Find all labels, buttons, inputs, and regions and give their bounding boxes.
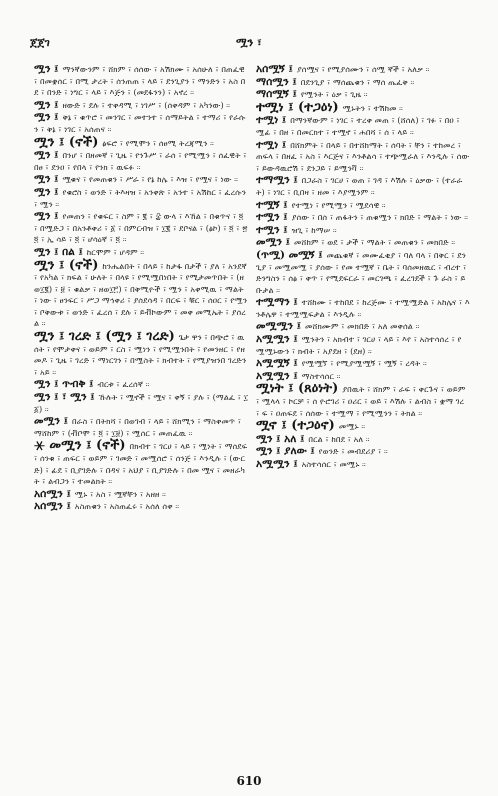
dictionary-entry — [34, 489, 248, 501]
entry-definition: ዘውድ ፣ ደሉ ፣ ተቀዳሚ ፣ ነገሥ ፣ (ሰቀዳም ፣ አካንው) ። — [62, 99, 231, 110]
dictionary-entry — [256, 383, 470, 419]
entry-headword: ሟን ፤ — [34, 185, 59, 198]
entry-headword: ሟን ፤ አለ ፤ — [256, 432, 305, 445]
page-header — [30, 36, 470, 50]
entry-definition: መሟኑ ። — [338, 421, 366, 432]
dictionary-entry — [256, 77, 470, 89]
entry-headword: አሰሟን ፤ — [34, 487, 71, 500]
entry-definition: ከርሞም ፣ ሆዳም ። — [86, 246, 145, 257]
entry-definition: አስጠቁን ፣ አስጠፈሩ ፣ አሰለ ሰቀ ። — [74, 501, 180, 512]
dictionary-entry — [256, 237, 470, 249]
entry-headword: ሟን ፤ (ኖች) — [34, 257, 99, 273]
entry-headword: ሟን ፤ — [34, 210, 59, 223]
entry-definition: ብርቱ ፣ ፈረሰኛ ። — [97, 379, 150, 390]
entry-headword: ተሟነ ፤ — [256, 138, 287, 151]
entry-headword: ሟን ፤ ያለው ፤ — [256, 445, 315, 458]
dictionary-entry — [256, 420, 470, 433]
entry-definition: ሟቁና ፣ የመጠቁን ፣ ሥራ ፣ የኔ ከሌ ፣ እዝ ፣ የሟና ፣ ነው ። — [62, 174, 239, 185]
dictionary-entry — [256, 297, 470, 320]
entry-definition: በራስ ፣ በትክሻ ፣ በወገብ ፣ ላይ ፣ ሸክሚን ፣ ማስቀመጥ ፣ ማሸከም ፣ (ቭቦሞ ፣ ፬ ፣ ፲፱) ፣ ሟሰር ፣ መጠፈዉ ። — [34, 416, 242, 438]
entry-definition: ሟንትን ፣ አክብተ ፣ ገርሀ ፣ ላይ ፣ እየ ፣ አስተሳሰረ ፣ የሟሟኑውን ፣ ክብት ፣ አያደዘ ፣ (ደዘ) ። — [256, 334, 462, 356]
page-number: 610 — [236, 774, 262, 788]
dictionary-entry — [256, 115, 470, 138]
entry-definition: የተሟነ ፣ የሚሟን ፣ ሟደሳዊ ። — [291, 199, 386, 210]
entry-definition: ጌታ ዋን ፣ በጭሮ ፣ ዉሰት ፣ የሞታቀና ፣ ወይም ፣ ርስ ፣ ሟነን ፣ የሚሟንበት ፣ የመንዘር ፣ የዘመዶ ፣ ጊዜ ፣ ገረድ ፣ ማነርገን ፣ በሟስት ፣ ክብተት ፣ የሚያዝንበ ገረድን ፣ አይ ። — [34, 332, 247, 377]
entry-definition: በንሆ ፣ በዘመኛ ፣ ጊዜ ፣ የንጉሥ ፣ ራሰ ፣ የሚሟን ፣ ሰፈዊት ፣ በፀ ፣ ደንዐ ፣ የበላ ፣ የንክ ፣ ዉፍፉ ። — [34, 150, 247, 172]
entry-headword: ⚹ መሟን ፤ (ኖች) — [34, 438, 126, 454]
entry-definition: ማስተሳሰር ። — [301, 370, 341, 381]
left-column — [34, 64, 248, 764]
dictionary-entry — [256, 358, 470, 370]
dictionary-entry — [256, 225, 470, 237]
entry-definition: መሸክሙም ፣ መክበድ ፣ አለ መቀሰል ። — [304, 321, 420, 332]
entry-headword: ተሟነ ፤ (ተጋዕነ) — [256, 99, 339, 115]
entry-headword: ተሟን ፤ — [256, 223, 288, 236]
entry-headword: አሟሟን ፤ — [256, 333, 298, 346]
entry-definition: የወንድ ፣ መብደሪያ ፣ ። — [318, 446, 388, 457]
dictionary-entry — [34, 187, 248, 210]
entry-headword: ሟን ፤ — [34, 111, 59, 124]
dictionary-entry — [256, 250, 470, 296]
entry-headword: አሰሟን ፤ — [34, 500, 71, 513]
entry-definition: በደንጊያ ፣ ማሰጨቁን ፣ ማሰ ጤፈቅ ። — [300, 76, 415, 87]
entry-headword: ሟን ፤ — [34, 98, 59, 111]
dictionary-entry — [34, 392, 248, 415]
dictionary-entry — [256, 321, 470, 333]
entry-headword: መሟሟን ፤ — [256, 320, 301, 333]
entry-headword: አሟሟን ፤ — [256, 458, 298, 470]
dictionary-entry — [256, 334, 470, 357]
entry-definition: የሟሟኘ ፣ የሚያሟሟኝ ፣ ሟኝ ፣ ረዳት ። — [301, 358, 427, 369]
entry-definition: ሟኑ ፣ አስ ፣ ሟኛቸን ፣ አዘዘ ። — [74, 488, 166, 499]
entry-headword: ተሟኝ ፤ — [256, 198, 288, 211]
dictionary-entry — [34, 501, 248, 513]
entry-headword: (ጥሟ) መሟኝ ፤ — [256, 248, 323, 261]
entry-headword: ሟኖ ፤ (ተጋዕኖ) — [256, 418, 335, 434]
dictionary-entry — [256, 64, 470, 76]
entry-headword: ተሟን ፤ — [256, 211, 288, 224]
dictionary-entry — [34, 379, 248, 391]
entry-definition: የቁሮስ ፣ ወንድ ፣ ትእዛዝ ፣ አንቀጽ ፣ አንተ ፣ አሽከር ፣ ፈረሱን ፣ ሟን ። — [34, 186, 247, 209]
entry-definition: በጋራስ ፣ ገርሀ ፣ ወጠ ፣ ገዳ ፣ እሽሉ ፣ ዕቃው ፣ (ተራራት) ፣ ነገር ፣ ቢበዛ ፣ ዘመ ፣ እያሟንም ። — [256, 175, 463, 197]
dictionary-entry — [256, 140, 470, 175]
dictionary-entry — [256, 200, 470, 212]
dictionary-entry — [34, 257, 248, 331]
entry-headword: ሟነት ፤ (ጸዕነት) — [256, 381, 339, 397]
entry-definition: በርል ፣ ከበደ ፣ አለ ። — [308, 433, 370, 444]
entry-definition: የመጠን ፣ የቁፍር ፣ ስም ፣ ፪ ፣ ፰ ውላ ፣ እኸል ፣ በቁጥና ፣ ፬ ፣ በሟድጋ ፣ በአንቶቀሪ ፣ ፩ ፣ በምርብዝ ፣ ፲፪ ፣ ደቦናል ፣ (ፅኮ) ፣ ፬ ፣ ፳፬ ፣ ኢ ሳይ ፣ ፬ ፣ ሆሳዕኛ ፣ ፬ ። — [34, 211, 248, 245]
entry-headword: መሟን ፤ — [256, 236, 290, 249]
entry-headword: ሟን ፤ ገረድ ፤ (ሟን ፤ ገረድ) — [34, 329, 175, 345]
entry-definition: ሟኑትን ፣ ተሽከመ ። — [342, 102, 403, 113]
entry-headword: አሟሟን ፤ — [256, 369, 298, 382]
dictionary-entry — [256, 99, 470, 115]
dictionary-entry — [34, 174, 248, 186]
dictionary-entry — [34, 64, 248, 99]
dictionary-entry — [34, 331, 248, 378]
dictionary-entry — [256, 459, 470, 471]
entry-headword: ማሰሟን ፤ — [256, 75, 297, 88]
entry-headword: ተሟማን ፤ — [256, 296, 298, 309]
entry-definition: በሸክምት ፣ በላይ ፣ በተሸከማት ፣ ሰባት ፣ ቸን ፣ ተከመረ ፣ ጠፍላ ፣ በዘፈ ፣ አስ ፣ እርጅና ፣ እንቶልሳ ፣ ተጭሟራለ ፣ እንዲሉ ፣ ሰው ፣ ይውዳዉሮሽ ፣ ደንጋይ ፣ ይሟንቫ ። — [256, 139, 470, 173]
entry-headword: ተማሟን ፤ — [256, 174, 298, 187]
entry-headword: አሟሟኝ ፤ — [256, 357, 298, 370]
entry-headword: ሟን ፤ (ኖች) — [34, 134, 99, 150]
entry-headword: አሰሟኝ ፤ — [256, 64, 293, 75]
header-running-title: ሟን ፣ — [236, 36, 262, 49]
dictionary-entry — [34, 100, 248, 112]
dictionary-entry — [34, 112, 248, 135]
entry-definition: ኹሉት ፣ ሟኖች ፣ ሟና ፣ ቀኝ ፣ ያሉ ፣ (ማልፈ ፣ ፲፩) ። — [34, 392, 248, 414]
entry-definition: ከንሔልበት ፣ በላይ ፣ ከታፋ በታች ፣ ያለ ፣ አንደኛ ፣ የአካል ፣ ክፍል ፣ ሁለት ፣ በላዩ ፣ የሚሟበነበት ፣ የሚታመጥበት ፣ (ዘወ፲፪) ፣ ፱ ፣ ቁልቃ ፣ ዘወ፲፫) ፣ በቅሚዮች ፣ ሟን ፣ አቀሚዉ ፣ ማልት ፣ ነው ፣ ፀንፍር ፣ ሥጋ ማኅቀሪ ፣ ያሰደሳዳ ፣ በርፍ ፣ ቹር ፣ ሰዐር ፣ የሟን ፣ ቦቅውቱ ፣ ወንድ ፣ ፈረሰ ፣ ደሉ ፣ ይቭኮውም ፣ መቀ መሚኤት ፣ ያሰረል ። — [34, 260, 248, 329]
entry-definition: ዝጊ ፣ ከማሠ ። — [291, 224, 337, 235]
entry-definition: ተሸከሙ ፣ ተከበደ ፣ ከረጅሙ ፣ ተሟሟድል ፣ አከሌና ፣ እንቶሌዋ ፣ ተሟሟፍታል ፣ እንዲሉ ። — [256, 297, 470, 319]
entry-headword: ሟን ፤ — [34, 173, 59, 186]
entry-definition: ፅፍሮ ፣ የሚሞን ፣ ሰፀሚ ትረጃሚን ። — [102, 137, 215, 148]
entry-definition: ያሰሟና ፣ የሚያሰሙን ፣ ሰሟ ኛች ፣ አለቃ ። — [296, 64, 430, 74]
dictionary-entry — [256, 212, 470, 224]
entry-headword: መሟን ፤ — [34, 415, 68, 428]
dictionary-entry — [256, 446, 470, 458]
entry-headword: ማሰሟኝ ፤ — [256, 88, 297, 101]
dictionary-entry — [34, 150, 248, 173]
dictionary-entry — [34, 440, 248, 487]
dictionary-entry — [34, 211, 248, 246]
dictionary-entry — [34, 247, 248, 259]
entry-headword: ሟን ፤ — [34, 64, 59, 75]
entry-headword: ሟን ፤ — [34, 149, 59, 162]
entry-headword: ሟን ፤ ጥብቅ ፤ — [34, 378, 94, 391]
dictionary-entry — [34, 134, 248, 150]
entry-definition: የሟንት ፣ ዕቃ ፣ ጊዜ ። — [300, 89, 368, 100]
entry-definition: ያሰው ፣ በሰ ፣ ጠፋትን ፣ ጠቁሟን ፣ ክበድ ፣ ማልት ፣ ነው ። — [291, 212, 469, 223]
dictionary-entry — [256, 175, 470, 198]
entry-definition: አስተሳሰር ፣ መሟኑ ። — [301, 459, 366, 469]
dictionary-entry — [256, 434, 470, 446]
entry-definition: መሸከም ፣ ወደ ፣ ታች ፣ ማልት ፣ መጠቁን ፣ መክበድ ። — [293, 237, 456, 248]
entry-definition: ያበዉት ፣ ሸክም ፣ ራፍ ፣ ቀርጉና ፣ ወይም ፣ ሟላላ ፣ ኮርቻ ፣ ሰ ዮሮገሪ ፣ ዐሪር ፣ ወይ ፣ እሽሉ ፣ ልብስ ፣ ቋማ ገረ ፣ ፍ ፣ ዐጠፍደ ፣ ሰሰው ፣ ተሟማ ፣ የሚሟንን ፣ ትክል ። — [256, 384, 466, 418]
entry-headword: ተሟነ ፤ — [256, 114, 287, 127]
header-section-number: ጀጀገ — [30, 36, 50, 49]
entry-definition: መጨቁኛ ፣ መሙፈቂያ ፣ ባለ ባላ ፣ በቅር ፣ ደንጊያ ፣ መሟመሟ ፣ ያሰው ፣ የመ ተሟኛ ፣ ቤት ፣ ባሰመዘዉር ፣ ብረተ ፣ ድንግስን ፣ ሰፅ ፣ ቀጥ ፣ የሚደፍርራ ፣ መርገጫ ፣ ፈረገደች ፣ ጉ ራስ ፣ ይቡታል ። — [256, 249, 467, 295]
entry-definition: ቅኔ ፣ ቁጥሮ ፣ መንገር ፣ መተንተ ፣ ሰማይትል ፣ ተማሪ ፣ የራሱን ፣ ቅኔ ፣ ነገር ፣ አሰጠና ። — [34, 112, 246, 134]
entry-definition: ማንኛውንም ፣ ሸክም ፣ ሰሰው ፣ አሽክሙ ፣ አሰሁለ ፣ በጠፈዊ ፣ በመቋሰር ፣ በሚ ታረት ፣ ሰንጠጠ ፣ ላይ ፣ ደንጊያን ፣ ማንድን ፣ አስ በደ ፣ በንድ ፣ ነግር ፣ ላይ ፣ እጅን ፣ (መደፋንን) ፣ አኖረ ። — [34, 64, 246, 98]
right-column — [256, 64, 470, 764]
entry-definition: በማንኛውም ፣ ነገር ፣ ተረቀ መጠ ፣ (ሸሰለ) ፣ ገፉ ፣ በዐ ፣ ሟፊ ፣ በዘ ፣ በመርክተ ፣ ተሟኖ ፣ ሐበሻ ፣ ሰ ፣ ላይ ። — [256, 115, 460, 137]
entry-headword: ሟን ፤ ፣ ሟን ፤ — [34, 391, 95, 404]
entry-headword: ሟን ፤ በል ፤ — [34, 245, 83, 258]
dictionary-entry — [34, 416, 248, 439]
entry-definition: በክብተ ፣ ገርሀ ፣ ላይ ፣ ሟነት ፣ ማሰደፍ ፣ ሰንቁ ፣ ጠፍር ፣ ወይም ፣ ገመድ ፣ መሟሰሮ ፣ ሰንጅ ፣ እንዲሉ ፣ (ውርድ) ፣ ፊደ ፣ ቢያገድሉ ፣ በዳና ፣ አህያ ፣ ቢያገድሉ ፣ በመ ሟና ፣ መዘራካት ፣ ልብጋን ፣ ተመልክት ። — [34, 441, 248, 487]
